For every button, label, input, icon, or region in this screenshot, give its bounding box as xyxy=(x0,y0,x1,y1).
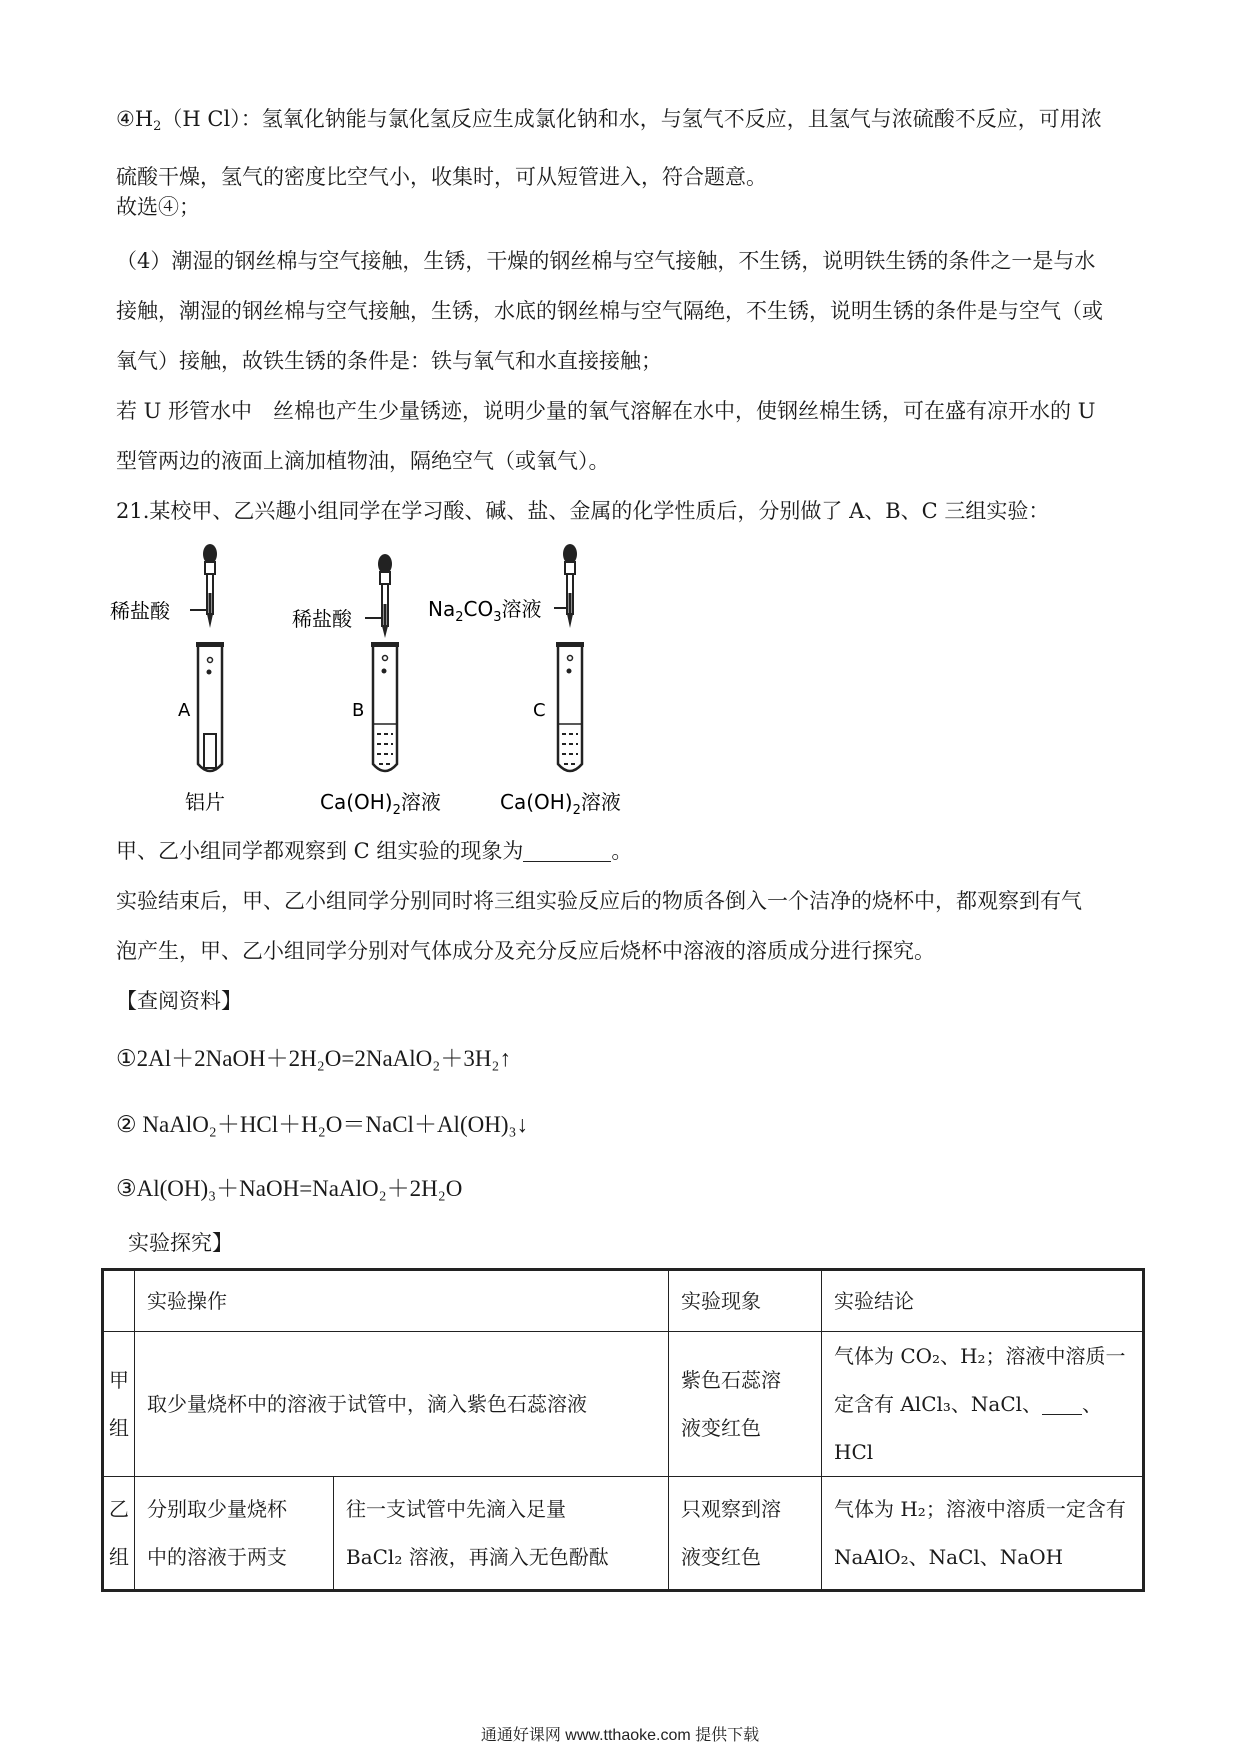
table-header-row xyxy=(103,1270,1144,1332)
answer-blank[interactable] xyxy=(523,839,611,862)
header-operation: 实验操作 xyxy=(135,1270,669,1332)
text-line: （H Cl）：氢氧化钠能与氯化氢反应生成氯化钠和水，与氢气不反应，且氢气与浓硫酸不反应，可用浓 xyxy=(161,107,1102,131)
table-row-jia xyxy=(103,1332,1144,1477)
text-h2-prefix: ④H xyxy=(116,107,154,131)
tube-c-label: C xyxy=(533,700,546,721)
phenomenon-cell: 只观察到溶 液变红色 xyxy=(669,1477,822,1591)
paragraph-h2-hcl: $④H_2(H$ Cl）：氢氧化钠能与氯化氢反应生成氯化钠和水，与氢气不反应，且氢气与浓硫酸不反应，可用浓 硫酸干燥，氢气的密度比空气小，收集时，可从短管进入，符合题意。 xyxy=(116,94,1136,202)
text-line: （4）潮湿的钢丝棉与空气接触，生锈，干燥的钢丝棉与空气接触，不生锈，说明铁生锈的条件之一是与水 xyxy=(116,249,1096,273)
tube-b-content-label: $Ca(OH)_2$溶液 xyxy=(320,790,441,818)
paragraph-rust xyxy=(116,236,1136,386)
phenomenon-cell: 紫色石蕊溶 液变红色 xyxy=(669,1332,822,1477)
group-cell: 甲 组 xyxy=(103,1332,135,1477)
dropper-c xyxy=(554,544,577,628)
tube-a-label: A xyxy=(178,700,191,721)
header-conclusion: 实验结论 xyxy=(822,1270,1144,1332)
conclusion-cell: 气体为 H₂；溶液中溶质一定含有 NaAlO₂、NaCl、NaOH xyxy=(822,1477,1144,1591)
explore-heading: 实验探究】 xyxy=(128,1231,233,1255)
reference-heading: 【查阅资料】 xyxy=(116,989,242,1013)
dropper-a-label: 稀盐酸 xyxy=(110,599,170,623)
operation-detail-cell: 往一支试管中先滴入足量 BaCl₂ 溶液，再滴入无色酚酞 xyxy=(334,1477,669,1591)
question-21: 21.某校甲、乙兴趣小组同学在学习酸、碱、盐、金属的化学性质后，分别做了 A、B、C 三组实验： xyxy=(116,499,1050,523)
conclusion-cell: 气体为 CO₂、H₂；溶液中溶质一 定含有 AlCl₃、NaCl、 、HCl xyxy=(822,1332,1144,1477)
text-line: 实验结束后，甲、乙小组同学分别同时将三组实验反应后的物质各倒入一个洁净的烧杯中，都观察到有气 xyxy=(116,889,1082,913)
dropper-a xyxy=(190,544,217,628)
observation-line: 甲、乙小组同学都观察到 C 组实验的现象为 。 xyxy=(116,839,633,863)
header-phenomenon: 实验现象 xyxy=(669,1270,822,1332)
dropper-b-label: 稀盐酸 xyxy=(292,607,352,631)
text-line: 硫酸干燥，氢气的密度比空气小，收集时，可从短管进入，符合题意。 xyxy=(116,165,767,189)
experiment-diagram xyxy=(110,538,670,818)
dropper-c-label: $Na_2CO_3$溶液 xyxy=(428,597,542,625)
equation-3: ③Al(OH)₃＋NaOH=NaAlO₂＋2H₂O xyxy=(116,1176,463,1201)
paragraph-after-experiment xyxy=(116,876,1136,976)
page-footer: 通通好课网 www.tthaoke.com 提供下载 xyxy=(480,1727,760,1744)
text-line: 型管两边的液面上滴加植物油，隔绝空气（或氧气）。 xyxy=(116,449,610,473)
text-line: 泡产生，甲、乙小组同学分别对气体成分及充分反应后烧杯中溶液的溶质成分进行探究。 xyxy=(116,939,935,963)
test-tube-b xyxy=(371,642,399,771)
operation-cell: 分别取少量烧杯 中的溶液于两支 xyxy=(135,1477,334,1591)
text-line: 氧气）接触，故铁生锈的条件是：铁与氧气和水直接接触； xyxy=(116,349,662,373)
paragraph-u-tube xyxy=(116,386,1136,486)
group-cell: 乙 组 xyxy=(103,1477,135,1591)
text-line: 接触，潮湿的钢丝棉与空气接触，生锈，水底的钢丝棉与空气隔绝，不生锈，说明生锈的条件是与空气（或 xyxy=(116,299,1103,323)
table-row-yi xyxy=(103,1477,1144,1591)
tube-b-label: B xyxy=(352,700,365,721)
test-tube-c xyxy=(556,642,584,771)
test-tube-a xyxy=(196,642,224,771)
equation-1: ①2Al＋2NaOH＋2H₂O=2NaAlO₂＋3H₂↑ xyxy=(116,1046,511,1071)
dropper-b xyxy=(365,554,392,638)
experiment-table xyxy=(101,1268,1145,1592)
text-line: 若 U 形管水中 丝棉也产生少量锈迹，说明少量的氧气溶解在水中，使钢丝棉生锈，可在盛有凉开水的 U xyxy=(116,399,1096,423)
operation-cell: 取少量烧杯中的溶液于试管中，滴入紫色石蕊溶液 xyxy=(135,1332,669,1477)
tube-a-content-label: 铝片 xyxy=(185,790,225,814)
paragraph-answer: 故选④； xyxy=(116,195,200,219)
equation-2: ② NaAlO₂＋HCl＋H₂O＝NaCl＋Al(OH)₃↓ xyxy=(116,1112,529,1137)
tube-c-content-label: $Ca(OH)_2$溶液 xyxy=(500,790,621,818)
answer-blank[interactable] xyxy=(1042,1394,1082,1415)
